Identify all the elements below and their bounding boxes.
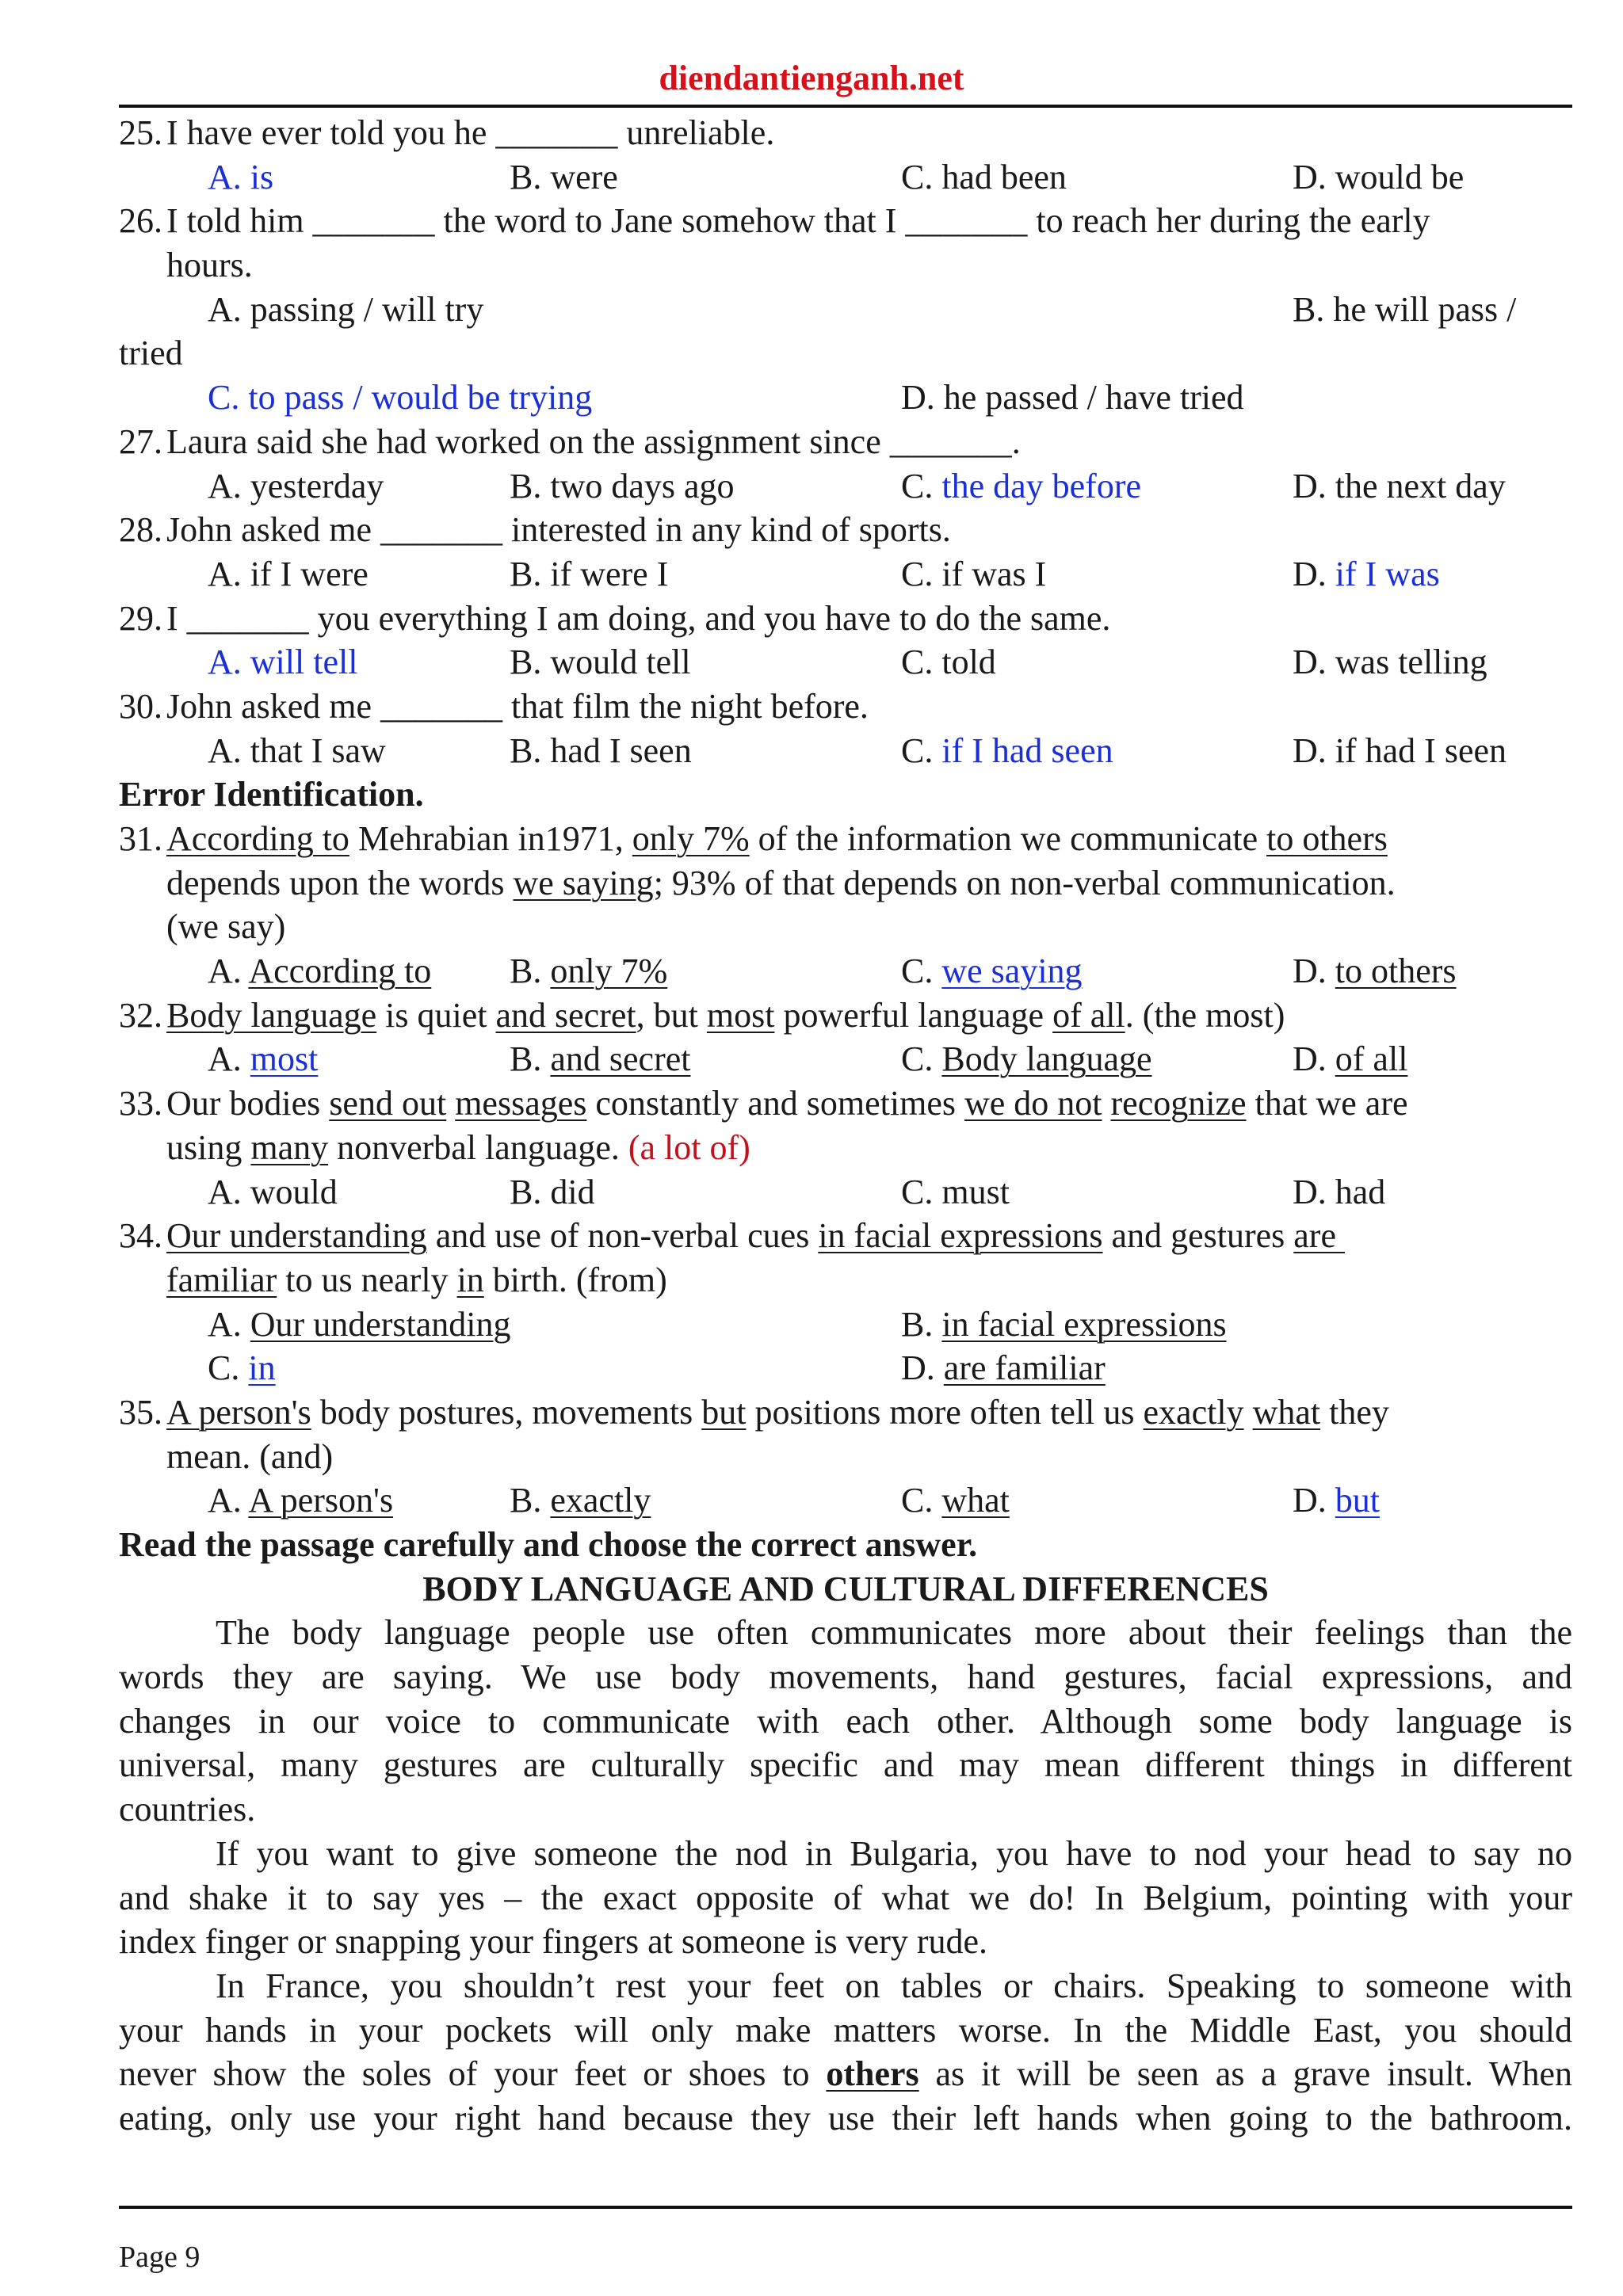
text-run: John asked me _______ interested in any kind of sports. bbox=[166, 510, 951, 550]
text-run: B. bbox=[510, 952, 551, 991]
text-run: body postures, movements bbox=[311, 1392, 702, 1432]
text-run: C. bbox=[901, 1481, 942, 1520]
question-number: 35. bbox=[119, 1392, 162, 1432]
answer-option bbox=[510, 155, 618, 200]
text-run: if I had seen bbox=[941, 730, 1113, 770]
text-run: B. he will pass / bbox=[1293, 289, 1517, 329]
text-run: C. bbox=[901, 730, 942, 770]
text-run: of all bbox=[1052, 995, 1125, 1035]
text-run: Mehrabian in1971, bbox=[349, 819, 632, 858]
question-number: 34. bbox=[119, 1216, 162, 1256]
question-number: 32. bbox=[119, 995, 162, 1035]
text-run: others bbox=[826, 2054, 919, 2094]
text-run: constantly and sometimes bbox=[586, 1084, 964, 1123]
text-run: that we are bbox=[1246, 1084, 1408, 1123]
passage-line bbox=[119, 2096, 1572, 2141]
answer-options bbox=[119, 552, 1572, 597]
answer-options bbox=[119, 729, 1572, 773]
text-run: Our bodies bbox=[166, 1084, 330, 1123]
text-run bbox=[1244, 1393, 1253, 1432]
answer-option bbox=[510, 949, 667, 994]
text-run: and secret bbox=[550, 1039, 691, 1079]
question-number: 30. bbox=[119, 686, 162, 726]
text-run: hours. bbox=[166, 246, 253, 285]
text-run: B. did bbox=[510, 1172, 595, 1211]
text-run: BODY LANGUAGE AND CULTURAL DIFFERENCES bbox=[422, 1569, 1269, 1608]
answer-option bbox=[901, 640, 996, 685]
answer-option bbox=[901, 552, 1046, 597]
answer-option bbox=[901, 1037, 1152, 1081]
answer-option bbox=[208, 640, 357, 685]
text-run: A. that I saw bbox=[208, 730, 386, 770]
answer-option bbox=[901, 1170, 1010, 1215]
text-run: nonverbal language. bbox=[328, 1127, 628, 1167]
question-text bbox=[166, 1214, 1345, 1258]
passage-line bbox=[119, 1655, 1572, 1699]
passage-line bbox=[119, 1787, 1572, 1832]
text-run: According to bbox=[248, 952, 432, 991]
passage-line bbox=[119, 1876, 1572, 1920]
text-run: Body language bbox=[166, 995, 377, 1035]
text-run: Our understanding bbox=[250, 1304, 511, 1344]
question-number: 27. bbox=[119, 421, 162, 461]
text-run: A. if I were bbox=[208, 554, 369, 593]
text-run: send out bbox=[329, 1084, 447, 1123]
answer-options bbox=[119, 1478, 1572, 1523]
footer-rule bbox=[119, 2206, 1572, 2209]
passage-line bbox=[119, 1743, 1572, 1787]
text-run: D. bbox=[1293, 1481, 1335, 1520]
text-run: the day before bbox=[941, 466, 1142, 505]
text-run: we saying bbox=[941, 952, 1083, 991]
text-run: D. was telling bbox=[1293, 643, 1487, 682]
text-run: and shake it to say yes – the exact opposite of what we do! In Belgium, pointing with your bbox=[119, 1878, 1572, 1917]
text-run: B. two days ago bbox=[510, 466, 735, 505]
question-line bbox=[119, 420, 1572, 464]
answer-option bbox=[1293, 1037, 1407, 1081]
text-run: A. bbox=[208, 1039, 250, 1079]
passage-line bbox=[119, 1611, 1572, 1655]
text-run: John asked me _______ that film the night before. bbox=[166, 686, 869, 726]
text-run: we saying bbox=[513, 863, 654, 902]
answer-option bbox=[1293, 1478, 1380, 1523]
question-continuation bbox=[119, 905, 1572, 949]
text-run: are familiar bbox=[943, 1348, 1106, 1388]
answer-option bbox=[1293, 464, 1506, 509]
text-run: is quiet bbox=[376, 995, 496, 1035]
text-run: D. the next day bbox=[1293, 466, 1506, 505]
question-line bbox=[119, 199, 1572, 243]
text-run: C. to pass / would be trying bbox=[208, 378, 593, 418]
site-header: diendantienganh.net bbox=[659, 59, 964, 97]
question-continuation bbox=[119, 243, 1572, 288]
answer-option bbox=[208, 155, 273, 200]
text-run: we do not bbox=[964, 1084, 1102, 1123]
text-run: index finger or snapping your fingers at someone is very rude. bbox=[119, 1922, 988, 1962]
text-run: D. had bbox=[1293, 1172, 1386, 1211]
text-run: According to bbox=[166, 819, 349, 858]
text-run bbox=[446, 1084, 455, 1123]
text-run: Error Identification. bbox=[119, 775, 424, 814]
text-run: In France, you shouldn’t rest your feet on tables or chairs. Speaking to someone with bbox=[216, 1966, 1572, 2005]
text-run: A. is bbox=[208, 157, 274, 196]
text-run: and secret bbox=[495, 995, 636, 1035]
section-heading bbox=[119, 772, 1572, 817]
answer-option bbox=[208, 949, 431, 994]
answer-option bbox=[1293, 1170, 1385, 1215]
text-run: B. would tell bbox=[510, 643, 691, 682]
text-run: changes in our voice to communicate with each other. Although some body language is bbox=[119, 1701, 1572, 1741]
text-run: many bbox=[250, 1127, 329, 1167]
text-run: depends upon the words bbox=[166, 863, 514, 902]
text-run: in facial expressions bbox=[941, 1304, 1227, 1344]
text-run: I _______ you everything I am doing, and you have to do the same. bbox=[166, 598, 1111, 638]
question-line bbox=[119, 1390, 1572, 1435]
answer-option bbox=[1293, 949, 1457, 994]
passage-line bbox=[119, 1699, 1572, 1744]
text-run: using bbox=[166, 1127, 251, 1167]
answer-option bbox=[901, 949, 1083, 994]
text-run: exactly bbox=[1143, 1392, 1244, 1432]
text-run: of all bbox=[1335, 1039, 1408, 1079]
answer-options bbox=[119, 464, 1572, 509]
answer-option bbox=[1293, 552, 1440, 597]
question-text bbox=[166, 1390, 1389, 1435]
question-text bbox=[166, 1081, 1408, 1126]
answer-options bbox=[119, 1346, 1572, 1390]
text-run: C. bbox=[901, 1039, 942, 1079]
text-run: and use of non-verbal cues bbox=[426, 1216, 819, 1256]
text-run: D. if had I seen bbox=[1293, 730, 1507, 770]
text-run: D. bbox=[901, 1348, 944, 1388]
text-run: C. bbox=[901, 952, 942, 991]
question-text bbox=[166, 817, 1388, 861]
question-line bbox=[119, 597, 1572, 641]
passage-line bbox=[119, 2008, 1572, 2053]
answer-option bbox=[1293, 729, 1507, 773]
section-heading bbox=[119, 1523, 1572, 1567]
question-text bbox=[166, 597, 1110, 641]
question-number: 25. bbox=[119, 113, 162, 152]
text-run: of the information we communicate bbox=[749, 819, 1267, 858]
text-run: universal, many gestures are culturally specific and may mean different things in different bbox=[119, 1745, 1572, 1785]
text-run: C. had been bbox=[901, 157, 1067, 196]
answer-options bbox=[119, 1037, 1572, 1081]
question-continuation bbox=[119, 1435, 1572, 1479]
text-run: I have ever told you he _______ unreliable. bbox=[166, 113, 775, 152]
text-run: most bbox=[250, 1039, 319, 1079]
answer-option bbox=[901, 1346, 1106, 1390]
text-run: what bbox=[941, 1481, 1010, 1520]
answer-option bbox=[208, 464, 384, 509]
text-run: C. if was I bbox=[901, 554, 1047, 593]
answer-option bbox=[208, 1346, 276, 1390]
text-run: are bbox=[1293, 1216, 1345, 1256]
text-run: but bbox=[701, 1392, 747, 1432]
text-run: in facial expressions bbox=[818, 1216, 1103, 1256]
question-text bbox=[166, 420, 1021, 464]
text-run: A. will tell bbox=[208, 643, 358, 682]
text-run: most bbox=[706, 995, 775, 1035]
text-run: The body language people use often communicates more about their feelings than the bbox=[216, 1613, 1572, 1653]
text-run: they bbox=[1320, 1392, 1389, 1432]
text-run: A person's bbox=[248, 1481, 394, 1520]
answer-option bbox=[901, 464, 1141, 509]
answer-option bbox=[510, 1037, 690, 1081]
answer-options bbox=[119, 155, 1572, 200]
text-run: , but bbox=[636, 995, 707, 1035]
text-run: but bbox=[1335, 1481, 1381, 1520]
question-text bbox=[166, 199, 1430, 243]
question-line bbox=[119, 1081, 1572, 1126]
wrapped-line bbox=[119, 331, 1572, 376]
passage-line bbox=[119, 1964, 1572, 2008]
question-continuation bbox=[119, 1258, 1572, 1302]
question-text bbox=[166, 994, 1285, 1038]
text-run: never show the soles of your feet or shoes to bbox=[119, 2054, 827, 2094]
answer-option bbox=[1293, 288, 1516, 332]
answer-option bbox=[901, 376, 1244, 420]
text-run: B. bbox=[510, 1481, 551, 1520]
text-run: to others bbox=[1335, 952, 1457, 991]
text-run: your hands in your pockets will only make matters worse. In the Middle East, you should bbox=[119, 2010, 1572, 2050]
text-run: (a lot of) bbox=[628, 1127, 750, 1167]
text-run: and gestures bbox=[1102, 1216, 1294, 1256]
page-number: Page 9 bbox=[119, 2241, 200, 2274]
text-run: eating, only use your right hand because they use their left hands when going to the bathroom. bbox=[119, 2098, 1572, 2138]
answer-options bbox=[119, 949, 1572, 994]
question-line bbox=[119, 1214, 1572, 1258]
question-text bbox=[166, 508, 951, 552]
text-run: positions more often tell us bbox=[746, 1392, 1144, 1432]
text-run: words they are saying. We use body movements, hand gestures, facial expressions, and bbox=[119, 1657, 1572, 1697]
answer-option bbox=[901, 1478, 1010, 1523]
answer-options bbox=[119, 376, 1572, 420]
text-run: Our understanding bbox=[166, 1216, 427, 1256]
question-continuation bbox=[119, 1126, 1572, 1170]
answer-options bbox=[119, 288, 1572, 332]
text-run: A person's bbox=[166, 1392, 311, 1432]
text-run: A. bbox=[208, 1481, 249, 1520]
question-line bbox=[119, 994, 1572, 1038]
text-run: to us nearly bbox=[277, 1260, 457, 1299]
answer-option bbox=[510, 552, 668, 597]
passage-title bbox=[119, 1567, 1572, 1611]
answer-option bbox=[510, 729, 692, 773]
text-run: A. would bbox=[208, 1172, 338, 1211]
text-run: C. must bbox=[901, 1172, 1010, 1211]
text-run: only 7% bbox=[632, 819, 750, 858]
answer-option bbox=[208, 1170, 338, 1215]
question-continuation bbox=[119, 861, 1572, 906]
question-number: 29. bbox=[119, 598, 162, 638]
text-run: tried bbox=[119, 334, 183, 373]
text-run: in bbox=[456, 1260, 484, 1299]
answer-option bbox=[208, 552, 369, 597]
text-run: I told him _______ the word to Jane somehow that I _______ to reach her during the early bbox=[166, 201, 1430, 241]
answer-option bbox=[510, 464, 735, 509]
passage-line bbox=[119, 1832, 1572, 1876]
text-run: as it will be seen as a grave insult. When bbox=[918, 2054, 1572, 2094]
text-run: (we say) bbox=[166, 907, 286, 947]
answer-option bbox=[901, 1302, 1227, 1347]
text-run: mean. (and) bbox=[166, 1436, 334, 1476]
text-run bbox=[1102, 1084, 1111, 1123]
text-run: Read the passage carefully and choose the correct answer. bbox=[119, 1525, 978, 1564]
text-run: If you want to give someone the nod in Bulgaria, you have to nod your head to say no bbox=[216, 1833, 1572, 1873]
question-number: 31. bbox=[119, 819, 162, 858]
answer-options bbox=[119, 640, 1572, 685]
passage-line bbox=[119, 1920, 1572, 1964]
text-run: Body language bbox=[941, 1039, 1152, 1079]
answer-option bbox=[510, 1170, 595, 1215]
text-run: birth. (from) bbox=[483, 1260, 667, 1299]
text-run: if I was bbox=[1335, 554, 1440, 593]
text-run: C. told bbox=[901, 643, 996, 682]
question-line bbox=[119, 685, 1572, 729]
answer-option bbox=[510, 640, 691, 685]
text-run: messages bbox=[455, 1084, 587, 1123]
question-line bbox=[119, 508, 1572, 552]
text-run: Laura said she had worked on the assignment since _______. bbox=[166, 421, 1021, 461]
text-run: in bbox=[248, 1348, 276, 1388]
question-number: 28. bbox=[119, 510, 162, 550]
answer-option bbox=[208, 1037, 318, 1081]
text-run: C. bbox=[208, 1348, 249, 1388]
text-run: D. he passed / have tried bbox=[901, 378, 1244, 418]
answer-option bbox=[1293, 640, 1487, 685]
text-run: B. had I seen bbox=[510, 730, 692, 770]
text-run: B. were bbox=[510, 157, 618, 196]
text-run: what bbox=[1252, 1392, 1321, 1432]
answer-option bbox=[1293, 155, 1464, 200]
text-run: D. bbox=[1293, 1039, 1335, 1079]
text-run: recognize bbox=[1110, 1084, 1247, 1123]
text-run: only 7% bbox=[550, 952, 668, 991]
question-number: 26. bbox=[119, 201, 162, 241]
text-run: A. bbox=[208, 1304, 250, 1344]
text-run: familiar bbox=[166, 1260, 277, 1299]
question-text bbox=[166, 685, 869, 729]
text-run: D. would be bbox=[1293, 157, 1465, 196]
text-run: A. yesterday bbox=[208, 466, 384, 505]
answer-option bbox=[208, 729, 386, 773]
answer-option bbox=[208, 1302, 511, 1347]
answer-option bbox=[510, 1478, 651, 1523]
text-run: A. bbox=[208, 952, 249, 991]
text-run: countries. bbox=[119, 1790, 256, 1829]
answer-option bbox=[901, 155, 1067, 200]
text-run: exactly bbox=[550, 1481, 651, 1520]
text-run: B. bbox=[510, 1039, 551, 1079]
text-run: ; 93% of that depends on non-verbal communication. bbox=[653, 863, 1396, 902]
text-run: B. bbox=[901, 1304, 942, 1344]
question-number: 33. bbox=[119, 1084, 162, 1123]
answer-option bbox=[208, 1478, 393, 1523]
text-run: to others bbox=[1266, 819, 1388, 858]
text-run: C. bbox=[901, 466, 942, 505]
answer-option bbox=[208, 376, 592, 420]
question-line bbox=[119, 111, 1572, 155]
question-line bbox=[119, 817, 1572, 861]
answer-options bbox=[119, 1302, 1572, 1347]
passage-line bbox=[119, 2052, 1572, 2096]
text-run: A. passing / will try bbox=[208, 289, 484, 329]
text-run: D. bbox=[1293, 554, 1335, 593]
text-run: powerful language bbox=[774, 995, 1053, 1035]
text-run: D. bbox=[1293, 952, 1335, 991]
document-body bbox=[119, 111, 1572, 2141]
question-text bbox=[166, 111, 774, 155]
answer-option bbox=[208, 288, 483, 332]
answer-option bbox=[901, 729, 1113, 773]
text-run: . (the most) bbox=[1125, 995, 1285, 1035]
header-rule bbox=[119, 105, 1572, 108]
text-run: B. if were I bbox=[510, 554, 669, 593]
answer-options bbox=[119, 1170, 1572, 1215]
